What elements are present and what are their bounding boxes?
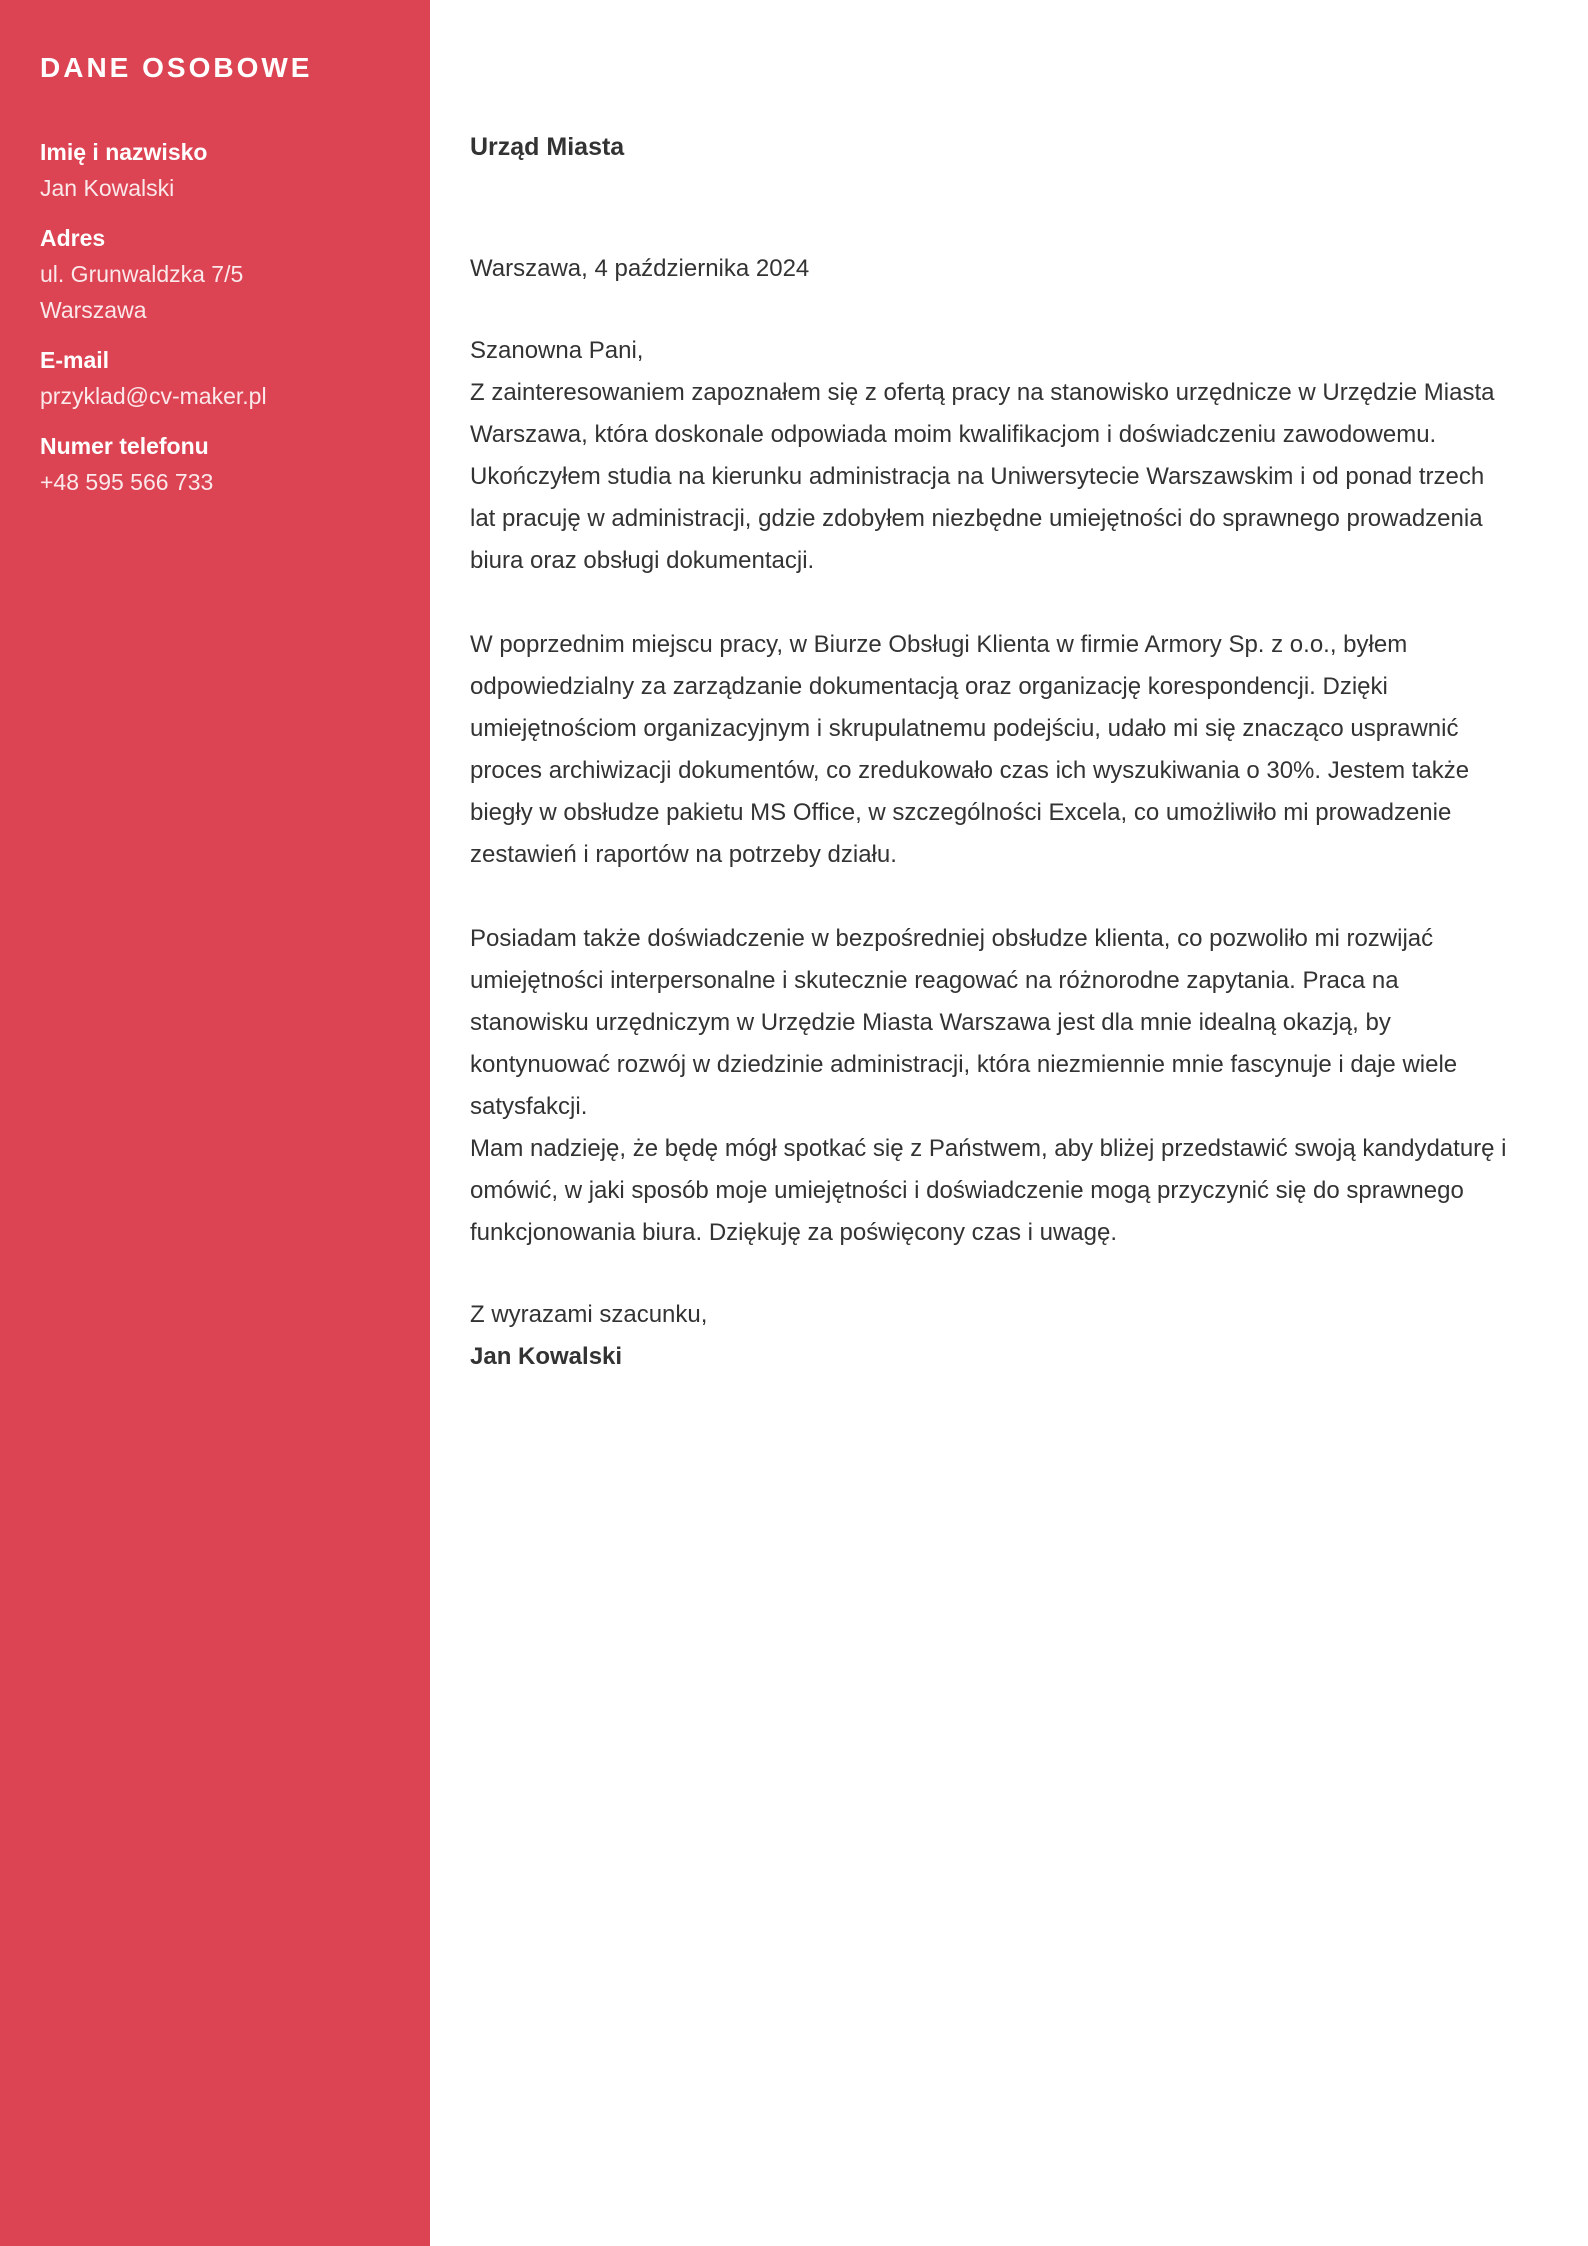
phone-label: Numer telefonu: [40, 433, 209, 459]
letter-date: Warszawa, 4 października 2024: [470, 255, 810, 282]
paragraph-2: W poprzednim miejscu pracy, w Biurze Obsługi Klienta w firmie Armory Sp. z o.o., byłem odpowiedzialny za zarządzanie dokumentacją oraz organizację korespondencji. Dzięki umiejętnościom organizacyjnym i skrupulatnemu podejściu, udało mi się znacząco usprawnić proces archiwizacji dokumentów, co zredukowało czas ich wyszukiwania o 30%. Jestem także biegły w obsłudze pakietu MS Office, w szczególności Excela, co umożliwiło mi prowadzenie zestawień i raportów na potrzeby działu.: [470, 631, 1470, 868]
personal-data-sidebar: [0, 0, 430, 2246]
sidebar-title: DANE OSOBOWE: [40, 52, 313, 83]
name-group: [40, 134, 390, 206]
address-line1: ul. Grunwaldzka 7/5: [40, 261, 244, 287]
paragraph-3: Posiadam także doświadczenie w bezpośredniej obsłudze klienta, co pozwoliło mi rozwijać umiejętności interpersonalne i skutecznie reagować na różnorodne zapytania. Praca na stanowisku urzędniczym w Urzędzie Miasta Warszawa jest dla mnie idealną okazją, by kontynuować rozwój w dziedzinie administracji, która niezmiennie mnie fascynuje i daje wiele satysfakcji.: [470, 925, 1458, 1120]
name-label: Imię i nazwisko: [40, 139, 208, 165]
email-label: E-mail: [40, 347, 110, 373]
address-group: [40, 220, 390, 328]
phone-value: +48 595 566 733: [40, 469, 214, 495]
email-value: przyklad@cv-maker.pl: [40, 383, 267, 409]
address-label: Adres: [40, 225, 106, 251]
name-value: Jan Kowalski: [40, 175, 175, 201]
salutation: Szanowna Pani,: [470, 337, 644, 364]
closing: Z wyrazami szacunku,: [470, 1301, 708, 1328]
paragraph-4: Mam nadzieję, że będę mógł spotkać się z Państwem, aby bliżej przedstawić swoją kandydaturę i omówić, w jaki sposób moje umiejętności i doświadczenie mogą przyczynić się do sprawnego funkcjonowania biura. Dziękuję za poświęcony czas i uwagę.: [470, 1135, 1507, 1246]
phone-group: [40, 428, 390, 500]
letter-body: [470, 126, 1510, 1378]
email-group: [40, 342, 390, 414]
recipient: Urząd Miasta: [470, 133, 625, 161]
paragraph-1: Z zainteresowaniem zapoznałem się z ofertą pracy na stanowisko urzędnicze w Urzędzie Miasta Warszawa, która doskonale odpowiada moim kwalifikacjom i doświadczeniu zawodowemu. Ukończyłem studia na kierunku administracja na Uniwersytecie Warszawskim i od ponad trzech lat pracuję w administracji, gdzie zdobyłem niezbędne umiejętności do sprawnego prowadzenia biura oraz obsługi dokumentacji.: [470, 379, 1495, 574]
address-line2: Warszawa: [40, 297, 147, 323]
signature: Jan Kowalski: [470, 1343, 623, 1370]
